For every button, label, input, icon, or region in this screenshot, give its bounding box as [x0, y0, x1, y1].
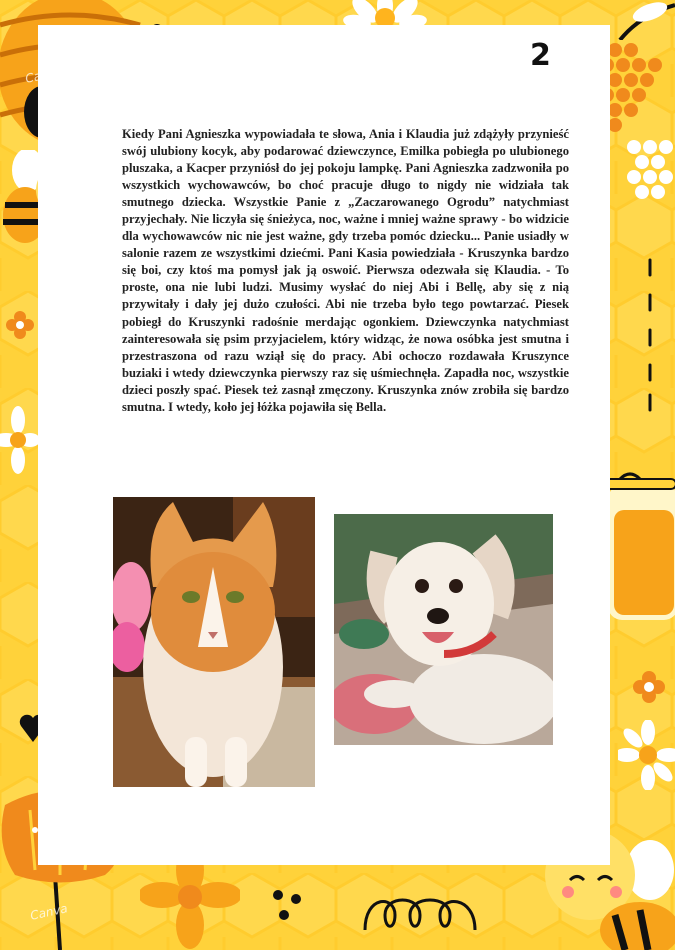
watermark-bottom: Canva: [28, 901, 69, 923]
flower-icon: [5, 310, 35, 340]
stem-icon: [610, 0, 675, 40]
flower-right-icon: [632, 670, 666, 704]
honey-jar-icon: [600, 465, 675, 625]
white-daisy-icon: [618, 720, 675, 790]
loops-icon: [360, 890, 480, 935]
dog-photo: [334, 514, 553, 745]
page-number: 2: [530, 38, 551, 73]
bottom-dots-icon: [268, 885, 308, 925]
white-flower-icon: [0, 400, 38, 480]
story-text: Kiedy Pani Agnieszka wypowiadała te słowa, Ania i Klaudia już zdążyły przynieść swój ulubiony kocyk, aby podarować dziewczynce, Emilka pobiegła po ulubionego pluszaka, a Kacper przyniósł do jej pokoju lampkę. Pani Agnieszka zadzwoniła po wszystkich wychowawców, bo choć pracuje długo to nigdy nie widziała tak smutnego dziecka. Wszystkie Panie z „Zaczarowanego Ogrodu” natychmiast przyjechały. Nie liczyła się śnieżyca, noc, ważne i mniej ważne sprawy - bo widzicie dla wychowawców nic nie jest ważne, gdy trzeba pomóc dziecku... Panie usiadły w salonie razem ze wszystkimi dziećmi. Pani Kasia powiedziała - Kruszynka bardzo się boi, czy ktoś ma pomysł jak ją oswoić. Pierwsza odezwała się Klaudia. - To proste, ona nie lubi ludzi. Musimy wysłać do niej Abi i Bellę, aby się z nią przywitały i dały jej dużo czułości. Abi nie trzeba było tego powtarzać. Piesek pobiegł do Kruszynki radośnie merdając ogonkiem. Dziewczynka natychmiast zainteresowała się psim przyjacielem, który widząc, że nowa osóbka jest smutna i przestraszona od razu wziął się do pracy. Abi ochoczo rozdawała Kruszynce buziaki i wtedy dziewczynka pierwszy raz się uśmiechnęła. Zapadła noc, wszystkie dzieci poszły spać. Piesek też zasnął zmęczony. Kruszynka znów zrobiła się bardzo smutna. I wtedy, koło jej łóżka pojawiła się Bella.: [122, 127, 569, 414]
watermark-top: Canva: [23, 64, 64, 86]
cat-photo: [113, 497, 315, 787]
white-honeycomb-icon: [622, 135, 675, 215]
dashes-icon: [640, 255, 660, 415]
